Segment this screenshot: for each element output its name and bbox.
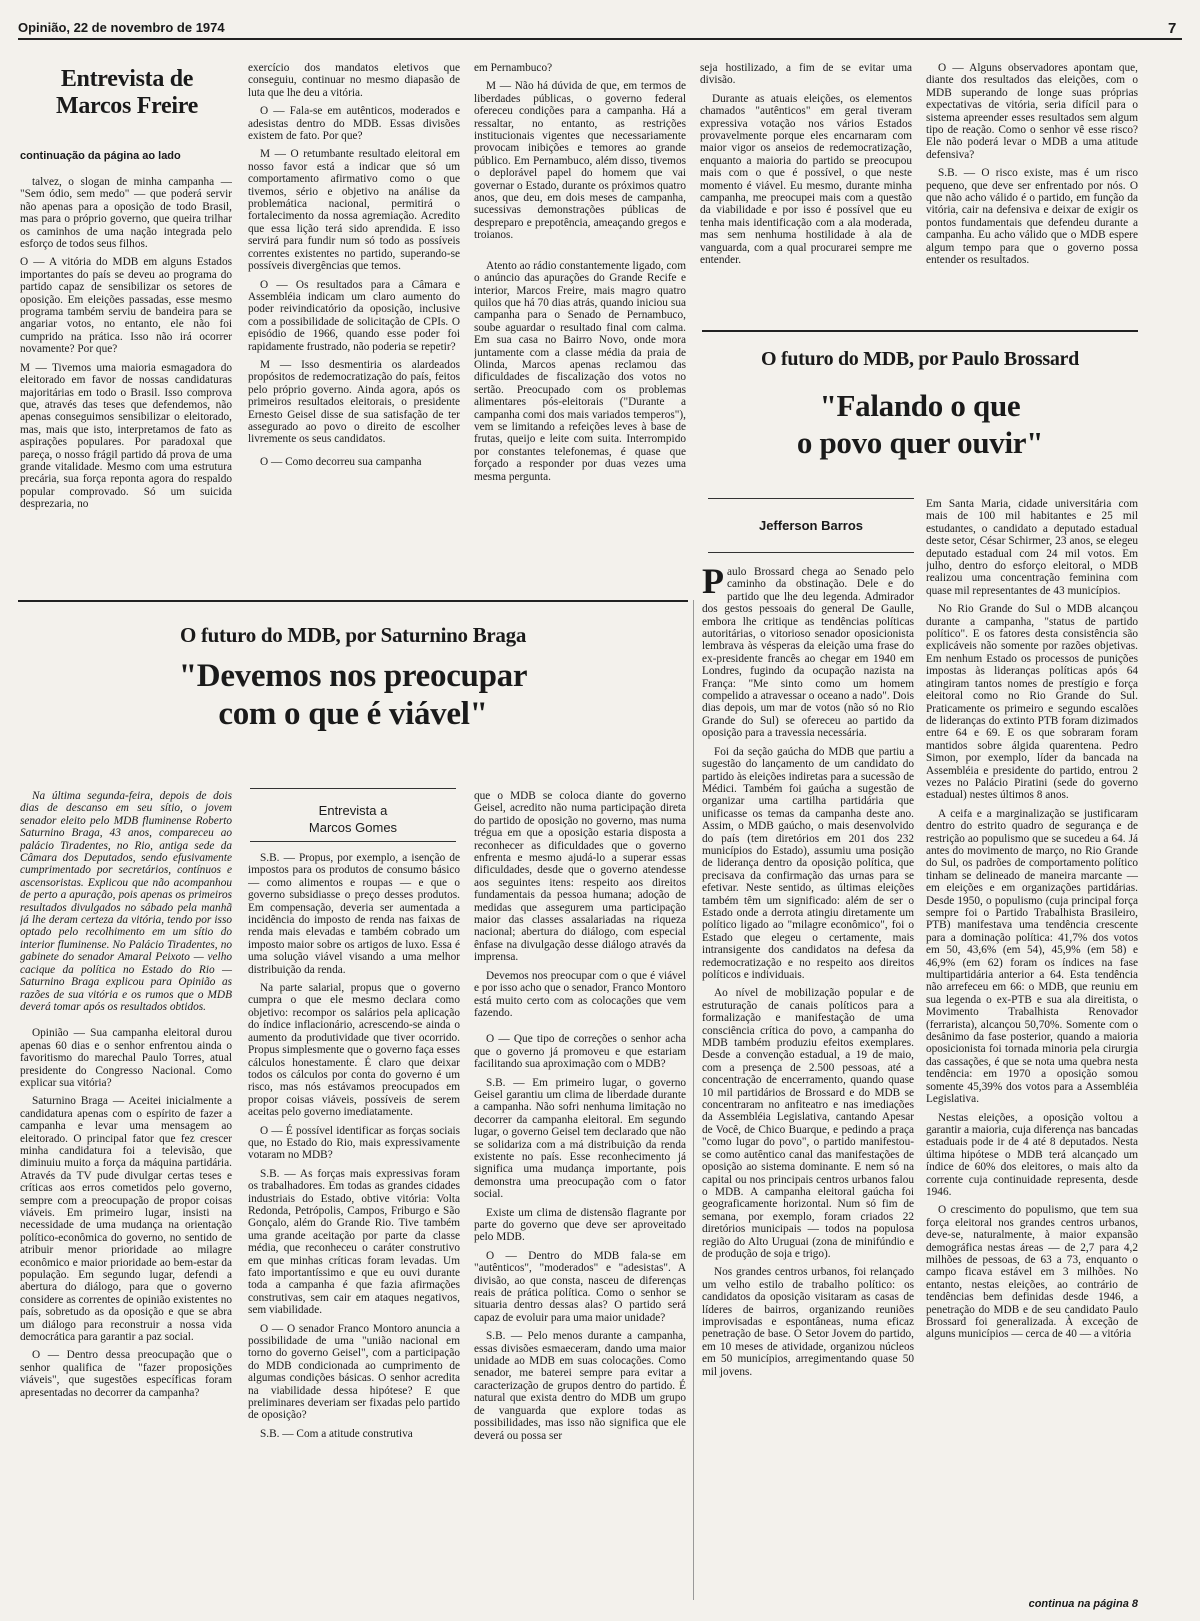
freire-c5-p2: S.B. — O risco existe, mas é um risco pequeno, que deve ser enfrentado por nós. O que não acho válido é o partido, em função da vitória, cair na defensiva e deixar de exigir os pontos fundamentais que defendeu durante a campanha. Eu acho válido que o MDB espere algum tempo para que o governo possa entender os resultados.: [926, 167, 1138, 267]
freire-continued-label: continuação da página ao lado: [20, 150, 181, 162]
freire-column-5: [926, 62, 1138, 322]
braga-column-3: [474, 790, 686, 1610]
braga-c3-p1: que o MDB se coloca diante do governo Geisel, acredito não numa participação direta do partido de oposição no governo, mas numa trégua em que a oposição estaria disposta a reconhecer as dificuldades que o governo enfrenta e mesmo ajudá-lo a superar essas dificuldades, desde que o governo atendesse aos seguintes itens: respeito aos direitos fundamentais da pessoa humana; adoção de medidas que assegurem uma participação maior das classes assalariadas na riqueza nacional; abertura do diálogo, com especial ênfase na divulgação desse diálogo através da imprensa.: [474, 790, 686, 964]
braga-c3-p3: O — Que tipo de correções o senhor acha que o governo já promoveu e que estariam facilitando sua aproximação com o MDB?: [474, 1033, 686, 1071]
braga-c3-p2: Devemos nos preocupar com o que é viável e por isso acho que o senador, Franco Montoro está muito certo com as colocações que vem fazendo.: [474, 969, 686, 1019]
brossard-column-1: [702, 566, 914, 1582]
braga-c2-p6: S.B. — Com a atitude construtiva: [260, 1427, 413, 1440]
freire-c2-p1: exercício dos mandatos eletivos que conseguiu, continuar no mesmo diapasão de luta que lhe deu a vitória.: [248, 62, 460, 99]
braga-c2-p1: S.B. — Propus, por exemplo, a isenção de impostos para os produtos de consumo básico — como alimentos e roupas — e que o governo subsidiasse o preço desses produtos. Em compensação, deveria ser aumentada a incidência do imposto de renda nas faixas de renda mais elevadas e também cobrado um imposto maior sobre os artigos de luxo. Essa é uma solução viável visando a uma melhor distribuição da renda.: [248, 852, 460, 976]
brossard-c2-p3: A ceifa e a marginalização se justificaram dentro do estrito quadro de segurança e de restrição ao populismo que se sucedeu a 64. Já antes do movimento de março, no Rio Grande do Sul, os padrões de comportamento político tinham se delineado de maneira marcante — em eleições e em organizações partidárias. Desde 1950, o populismo (cuja principal força sempre foi o Partido Trabalhista Brasileiro, PTB) manifestava uma tendência crescente para a dominação política: 41,7% dos votos em 50, 43,6% (em 54), 45,9% (em 58) e 46,9% (em 62) foram os índices na fase multipartidária anterior a 64. Esta tendência não arrefeceu em 66: o MDB, que reuniu em sua legenda o ex-PTB e sua ala direitista, o Movimento Trabalhista Renovador (ferrarista), alcançou 50,70%. Somente com o desânimo da fase posterior, quando a maioria oposicionista foi tornada minoria pela cirurgia das cassações, é que se nota uma quebra nesta tendência: em 1970 a oposição somou somente 45,39% dos votos para a Assembléia Legislativa.: [926, 807, 1138, 1106]
freire-c3-p3: Atento ao rádio constantemente ligado, com o anúncio das apurações do Grande Recife e interior, Marcos Freire, mais magro quatro quilos que há 70 dias atrás, quando iniciou sua campanha para o Senado de Pernambuco, soube aguardar o resultado final com calma. Em sua casa no Bairro Novo, onde mora juntamente com a classe média da praia de Olinda, Marcos apenas reclamou das dificuldades de fiscalização dos votos no sertão. Preocupado com os problemas alimentares pós-eleitorais ("Durante a campanha comi dos mais variados temperos"), vem se limitando a refeições leves à base de frutas, queijo e leite com suita. Interrompido por constantes telefonemas, é quase que forçado a responder por duas vezes uma mesma pergunta.: [474, 259, 686, 483]
freire-c3-p1: em Pernambuco?: [474, 62, 553, 74]
freire-c1-p1: talvez, o slogan de minha campanha — "Sem ódio, sem medo" — que poderá servir não apenas para a oposição de todo Brasil, mas para o próprio governo, que queira trilhar os caminhos de uma nação integrada pelo esforço de todos seus filhos.: [20, 176, 232, 251]
brossard-kicker: O futuro do MDB, por Paulo Brossard: [761, 348, 1079, 370]
freire-column-2: [248, 62, 460, 586]
freire-c2-p3: M — O retumbante resultado eleitoral em nosso favor está a indicar que só um comportamento afirmativo como o que tivemos, sério e objetivo na análise da problemática nacional, permitirá o fortalecimento da nossa agremiação. Acredito que essa lição terá sido aprendida. E isso servirá para fundir num só todo as possíveis correntes existentes no partido, superando-se possíveis divergências que temos.: [248, 148, 460, 273]
brossard-c2-p4: Nestas eleições, a oposição voltou a garantir a maioria, cuja diferença nas bancadas estaduais pode ir de 4 até 8 deputados. Nesta última hipótese o MDB terá alcançado um índice de 60% dos eleitores, o mais alto da corrente cuja continuidade representa, desde 1946.: [926, 1111, 1138, 1198]
freire-c4-p1: seja hostilizado, a fim de se evitar uma divisão.: [700, 62, 912, 87]
brossard-c1-p4: Nos grandes centros urbanos, foi relançado um velho estilo de trabalho político: os candidatos da oposição visitaram as casas de líderes de bairros, organizando reuniões improvisadas e espontâneas, numa eficaz penetração de base. O Setor Jovem do partido, em 10 meses de atividade, organizou núcleos em 50 municípios, arregimentando quase 50 mil jovens.: [702, 1266, 914, 1378]
brossard-byline: Jefferson Barros: [758, 518, 864, 533]
freire-title-line2: Marcos Freire: [55, 93, 199, 119]
freire-c2-p4: O — Os resultados para a Câmara e Assembléia indicam um claro aumento do poder reivindicatório da oposição, inclusive com a possibilidade de solicitação de CPIs. O episódio de 1966, quando esse poder foi rapidamente frustrado, não poderia se repetir?: [248, 278, 460, 353]
freire-column-3: [474, 62, 686, 586]
section-separator: [693, 600, 694, 1600]
brossard-c1-p2: Foi da seção gaúcha do MDB que partiu a sugestão do lançamento de um candidato do partido às eleições indiretas para a sucessão de Médici. Também foi gaúcha a sugestão de organizar uma cartilha partidária que unificasse os temas da campanha deste ano. Assim, o MDB gaúcho, o mais desenvolvido do país (tem diretórios em 201 dos 232 municípios do Estado), assumiu uma posição de liderança dentro da oposição política, que precisava da confirmação das urnas para se efetivar. Neste sentido, as últimas eleições também têm um significado: além de ser o Estado onde a derrota atingiu diretamente um político ligado ao "milagre econômico", foi o Estado que elegeu o certamente, mais intransigente dos candidatos na defesa da redemocratização e no respeito aos direitos políticos e individuais.: [702, 745, 914, 981]
braga-title-line1: "Devemos nos preocupar: [178, 658, 528, 694]
braga-c3-p4: S.B. — Em primeiro lugar, o governo Geisel garantiu um clima de liberdade durante a campanha. Não sofri nenhuma limitação no decorrer da campanha eleitoral. Em segundo lugar, o governo Geisel tem declarado que não se solidariza com a má distribuição da renda existente no país. Esse reconhecimento já significa uma mudança importante, pois demonstra uma preocupação com o fator social.: [474, 1076, 686, 1201]
freire-c5-p1: O — Alguns observadores apontam que, diante dos resultados das eleições, com o MDB superando de longe suas próprias expectativas de vitória, seria difícil para o sistema apreender esses resultados sem algum tipo de reação. Como o senhor vê esse risco? Ele não poderá levar o MDB a uma atitude defensiva?: [926, 62, 1138, 161]
braga-sub-line2: Marcos Gomes: [308, 820, 398, 835]
braga-intro: Na última segunda-feira, depois de dois dias de descanso em seu sítio, o jovem senador eleito pelo MDB fluminense Roberto Saturnino Braga, 43 anos, compareceu ao palácio Tiradentes, no Rio, antiga sede da Câmara dos Deputados, sendo efusivamente cumprimentado por secretários, contínuos e ascensoristas. Explicou que não acompanhou de perto a apuração, pois apenas os primeiros resultados divulgados no sábado pela manhã já lhe deram certeza da vitória, tendo por isso optado pelo recolhimento em um sítio do interior fluminense. No Palácio Tiradentes, no gabinete do senador Amaral Peixoto — velho cacique da política no Estado do Rio — Saturnino Braga explicou para Opinião as razões de sua vitória e os rumos que o MDB deverá tomar após os resultados obtidos.: [20, 790, 232, 1013]
brossard-column-2: [926, 498, 1138, 1584]
freire-column-1: [20, 176, 232, 586]
brossard-byline-rule-top: [708, 498, 914, 499]
freire-c4-p2: Durante as atuais eleições, os elementos chamados "autênticos" em geral tiveram expressiva votação nos vários Estados provavelmente porque eles encarnaram com maior vigor os anseios de redemocratização, enquanto a maioria do partido se preocupou mais com o que é possível, o que neste momento é viável. Eu mesmo, durante minha campanha, me preocupei mais com a questão da viabilidade e por isso é possível que eu tenha mais identificação com a ala moderada, mas sem nenhuma hostilidade à ala de vanguarda, com a qual procurarei sempre me entender.: [700, 92, 912, 267]
braga-top-rule: [18, 600, 688, 602]
brossard-c1-p1: [702, 566, 914, 740]
freire-c2-p5: M — Isso desmentiria os alardeados propósitos de redemocratização do país, feitos pelo próprio governo. Ainda agora, após os primeiros resultados eleitorais, o presidente Ernesto Geisel disse de sua satisfação de ter assegurado ao povo o direito de escolher livremente os seus candidatos.: [248, 358, 460, 446]
braga-c1-p2: Saturnino Braga — Aceitei inicialmente a candidatura apenas com o espírito de fazer a campanha e levar uma mensagem ao eleitorado. O principal fator que fez crescer minha candidatura foi a televisão, que diminuiu muito a força da máquina partidária. Através da TV pude divulgar certas teses e críticas aos erros cometidos pelo governo, sempre com a preocupação de propor coisas viáveis. Em primeiro lugar, insisti na necessidade de uma mudança na orientação político-econômica do governo, no sentido de atribuir menor prioridade ao milagre econômico e maior prioridade ao bem-estar da população. Em segundo lugar, defendi a abertura do diálogo, para que o governo considere as correntes de opinião existentes no país, sobretudo as da oposição e que se abra um diálogo para reconstruir a nossa vida democrática para garantir a paz social.: [20, 1095, 232, 1344]
header-date: Opinião, 22 de novembro de 1974: [18, 20, 225, 35]
freire-c2-p2: O — Fala-se em autênticos, moderados e adesistas dentro do MDB. Essas divisões existem de fato. Por que?: [248, 105, 460, 143]
braga-sub-rule-bottom: [250, 841, 456, 842]
page-number: 7: [1168, 20, 1177, 37]
braga-c3-p7: S.B. — Pelo menos durante a campanha, essas divisões esmaeceram, dando uma maior unidade ao MDB em suas colocações. Como senador, me baterei sempre para evitar a caracterização de grupos dentro do partido. É natural que exista dentro do MDB um grupo de vanguarda que explore todas as possibilidades, mas isso não significa que ele deverá ou possa ser: [474, 1330, 686, 1442]
braga-c2-p3: O — É possível identificar as forças sociais que, no Estado do Rio, mais expressivamente votaram no MDB?: [248, 1124, 460, 1162]
braga-c3-p6: O — Dentro do MDB fala-se em "autênticos", "moderados" e "adesistas". A divisão, ao que consta, nasceu de diferenças reais de prática política. Como o senhor se situaria dentro dessas alas? O partido será capaz de evoluir para uma maior unidade?: [474, 1249, 686, 1324]
braga-sub-rule-top: [250, 788, 456, 789]
brossard-c1-p3: Ao nível de mobilização popular e de estruturação de canais políticos para a formalização e manifestação de uma consciência crítica do povo, a campanha do MDB também produziu efeitos exemplares. Desde a convenção estadual, a 19 de maio, com a presença de 2.500 pessoas, até a concentração de encerramento, quando quase 10 mil partidários de Brossard e do MDB se concentraram no anfiteatro e nas imediações da Assembléia Legislativa, cantando Apesar de Você, de Chico Buarque, e pedindo a praça "como lugar do povo", o partido manifestou-se como autêntico canal das manifestações de oposição ao sistema dominante. E nem só na capital ou nos principais centros urbanos falou o MDB. A campanha eleitoral gaúcha foi geograficamente horizontal. Num só fim de semana, por exemplo, foram criados 22 diretórios municipais — todos na populosa região do Alto Uruguai (zona de minifúndio e de produção de soja e trigo).: [702, 987, 914, 1260]
braga-c2-p4: S.B. — As forças mais expressivas foram os trabalhadores. Em todas as grandes cidades industriais do Estado, obtive vitória: Volta Redonda, Petrópolis, Campos, Friburgo e São Gonçalo, além do Grande Rio. Tive também uma grande aceitação por parte da classe média, que reconheceu o caráter construtivo em que minhas críticas foram levadas. Um fato importantíssimo e que eu ouvi durante toda a campanha é que fazia afirmações construtivas, sem cair em ataques negativos, sem viabilidade.: [248, 1167, 460, 1317]
freire-c2-p6: O — Como decorreu sua campanha: [260, 455, 422, 468]
brossard-c2-p5: O crescimento do populismo, que tem sua força eleitoral nos grandes centros urbanos, deve-se, naturalmente, à maior expansão demográfica nestas áreas — de 2,7 para 4,2 milhões de pessoas, de 63 a 73, enquanto o campo ficava estável em 3 milhões. No entanto, nestas eleições, ao contrário de tendências bem definidas desde 1946, a penetração do MDB e de seu candidato Paulo Brossard foi generalizada. À exceção de alguns municípios — cerca de 40 — a vitória: [926, 1204, 1138, 1341]
brossard-c1-p1-text: aulo Brossard chega ao Senado pelo caminho da obstinação. Dele e do partido que lhe deu legenda. Admirador dos gestos pessoais do general De Gaulle, embora lhe critique as tendências políticas autoritárias, o vitorioso senador oposicionista lembrava às vésperas da eleição uma frase do ex-presidente francês ao chegar em 1940 em Londres, fugindo da ocupação nazista na França: "Me sinto como um homem compelido a atravessar o oceano a nado". Dois dias depois, um mar de votos (não só no Rio Grande do Sul) se ofereceu ao partido da oposição para a travessia necessária.: [702, 566, 914, 740]
braga-c2-p2: Na parte salarial, propus que o governo cumpra o que ele mesmo declara como objetivo: recompor os salários pela aplicação do índice inflacionário, acrescendo-se ainda o aumento da produtividade que tiver ocorrido. Propus simplesmente que o governo faça esses cálculos honestamente. É claro que deixar todos os cálculos por conta do governo é um risco, mas nós estávamos preocupados em propor coisas viáveis, possíveis de serem aceitas pelo governo imediatamente.: [248, 982, 460, 1119]
brossard-continued: continua na página 8: [1028, 1598, 1138, 1610]
header-rule: [18, 38, 1182, 40]
braga-c3-p5: Existe um clima de distensão flagrante por parte do governo que deve ser aproveitado pelo MDB.: [474, 1206, 686, 1244]
braga-c2-p5: O — O senador Franco Montoro anuncia a possibilidade de uma "união nacional em torno do governo Geisel", com a participação do MDB condicionada ao cumprimento de algumas condições básicas. O senhor acredita na viabilidade dessa hipótese? E que preliminares deveriam ser fixadas pelo partido de oposição?: [248, 1322, 460, 1422]
braga-c1-p3: O — Dentro dessa preocupação que o senhor qualifica de "fazer proposições viáveis", que sugestões específicas foram apresentadas no decorrer da campanha?: [20, 1349, 232, 1399]
freire-c3-p2: M — Não há dúvida de que, em termos de liberdades públicas, o governo federal ofereceu condições para a campanha. Há a ressaltar, no entanto, as restrições institucionais vigentes que necessariamente provocam inibições e temores ao grande público. Em Pernambuco, além disso, tivemos o deplorável papel do homem que vai governar o Estado, durante os próximos quatro anos, que deu, em dois meses de campanha, sucessivas demonstrações públicas de despreparo e prepotência, ameaçando gregos e troianos.: [474, 80, 686, 242]
freire-c1-p2: O — A vitória do MDB em alguns Estados importantes do país se deveu ao programa do partido capaz de sensibilizar os setores de oposição. Em eleições passadas, esse mesmo programa também serviu de bandeira para se angariar votos, no entanto, ele não foi cumprido na prática. Isso não irá ocorrer novamente? Por que?: [20, 256, 232, 356]
brossard-c2-p1: Em Santa Maria, cidade universitária com mais de 100 mil habitantes e 25 mil estudantes, o candidato a deputado estadual deste setor, César Schirmer, 23 anos, se elegeu deputado estadual com 24 mil votos. Em julho, dentro do esforço eleitoral, o MDB realizou uma concentração feminina com quase mil representantes de 43 municípios.: [926, 498, 1138, 597]
brossard-title-line1: "Falando o que: [819, 388, 1021, 423]
braga-column-2: [248, 852, 460, 1610]
brossard-dropcap: P: [702, 566, 724, 601]
brossard-title-line2: o povo quer ouvir": [796, 425, 1044, 460]
braga-title-line2: com o que é viável": [218, 696, 488, 732]
freire-column-4: [700, 62, 912, 322]
braga-sub-line1: Entrevista a: [318, 803, 388, 818]
brossard-top-rule: [702, 330, 1138, 332]
freire-title-line1: Entrevista de: [60, 66, 194, 92]
brossard-c2-p2: No Rio Grande do Sul o MDB alcançou durante a campanha, "status de partido político". E os fatores desta consistência são explicáveis não somente por razões objetivas. Em nenhum Estado os processos de punições impostas às lideranças políticas após 64 atingiram tantos nomes de prestígio e força eleitoral como no Rio Grande do Sul. Praticamente os primeiro e segundo escalões de lideranças do extinto PTB foram dizimados entre 64 e 69. E os que sobraram foram mantidos sobre álgida quarentena. Pedro Simon, por exemplo, líder da bancada na Assembléia e presidente do partido, entrou 2 vezes no Palácio Piratini (sede do governo estadual) nestes últimos 8 anos.: [926, 603, 1138, 802]
braga-kicker: O futuro do MDB, por Saturnino Braga: [179, 623, 527, 647]
freire-c1-p3: M — Tivemos uma maioria esmagadora do eleitorado em favor de nossas candidaturas majoritárias em todo o Brasil. Isso comprova que, através das teses que defendemos, não apenas conseguimos sensibilizar o eleitorado, mas, mais que isto, interpretamos de fato as aspirações populares. Por paradoxal que pareça, o nosso frágil partido dá prova de uma grande vitalidade. Mesmo com uma estrutura precária, sua força reponta agora do respaldo popular comprovado. Só um suicida desprezaria, no: [20, 361, 232, 511]
braga-column-1: [20, 790, 232, 1610]
brossard-byline-rule-bottom: [708, 552, 914, 553]
braga-c1-p1: Opinião — Sua campanha eleitoral durou apenas 60 dias e o senhor enfrentou ainda o favoritismo do marechal Paulo Torres, atual presidente do Congresso Nacional. Como explicar sua vitória?: [20, 1027, 232, 1089]
